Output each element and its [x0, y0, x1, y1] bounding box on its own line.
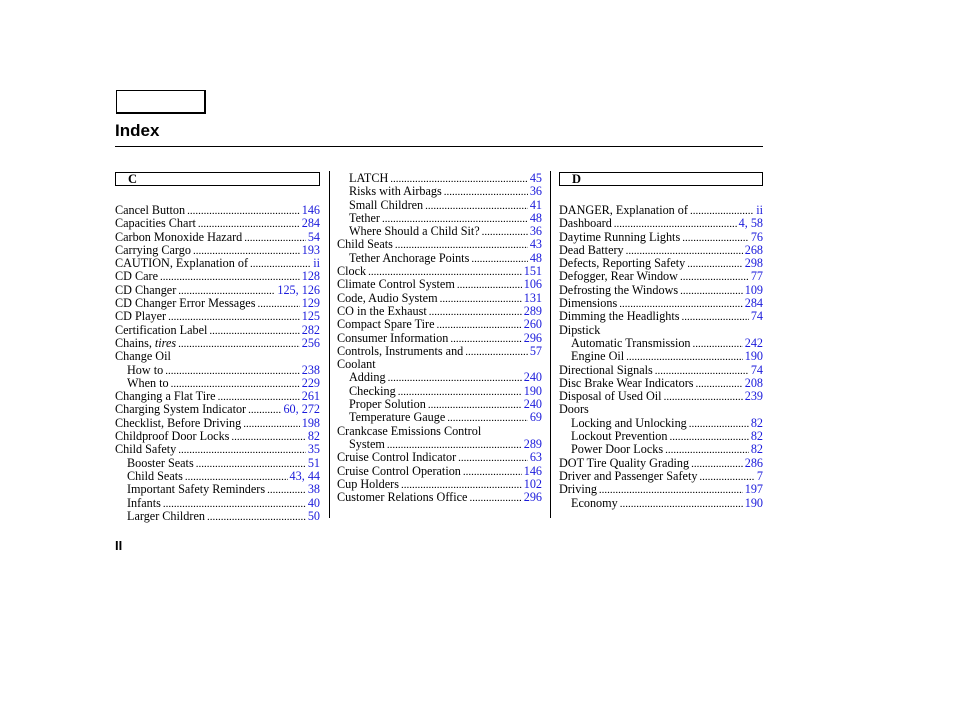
- entry-term: Disc Brake Wear Indicators: [559, 375, 694, 390]
- entry-term: Tether Anchorage Points: [349, 250, 470, 265]
- page-reference-link[interactable]: 69: [529, 410, 542, 425]
- entry-term: Dead Battery: [559, 242, 624, 257]
- dot-leader: [691, 457, 743, 470]
- entry-term: Temperature Gauge: [349, 410, 446, 425]
- page-reference-link[interactable]: 109: [744, 282, 763, 297]
- page-reference-link[interactable]: 146: [301, 203, 320, 217]
- dot-leader: [248, 403, 281, 416]
- index-entry[interactable]: [559, 231, 763, 244]
- page-reference-link[interactable]: 82: [307, 429, 320, 444]
- dot-leader: [450, 332, 521, 345]
- page-reference-link[interactable]: 43, 44: [289, 468, 320, 483]
- index-entry[interactable]: [115, 204, 320, 217]
- index-entry[interactable]: [337, 438, 542, 451]
- page-reference-link[interactable]: 50: [307, 508, 320, 523]
- dot-leader: [398, 385, 522, 398]
- dot-leader: [243, 417, 299, 430]
- entry-term-italic: tires: [154, 335, 177, 350]
- entry-term: Carrying Cargo: [115, 242, 191, 257]
- index-entry[interactable]: [559, 497, 763, 510]
- index-entry[interactable]: [559, 430, 763, 443]
- dot-leader: [207, 510, 306, 523]
- dot-leader: [250, 257, 311, 270]
- dot-leader: [482, 225, 528, 238]
- index-entry[interactable]: [337, 345, 542, 358]
- dot-leader: [471, 252, 527, 265]
- index-entry[interactable]: [559, 417, 763, 430]
- page-reference-link[interactable]: 45: [529, 171, 542, 185]
- index-entry[interactable]: [337, 411, 542, 424]
- entry-term: DOT Tire Quality Grading: [559, 455, 690, 470]
- page-reference-link[interactable]: 190: [744, 349, 763, 364]
- index-entry[interactable]: [559, 457, 763, 470]
- entry-term: CD Changer Error Messages: [115, 296, 256, 311]
- page-reference-link[interactable]: 38: [307, 482, 320, 497]
- dot-leader: [178, 337, 300, 350]
- dot-leader: [171, 377, 300, 390]
- index-column-2: [337, 172, 542, 504]
- entry-term: Proper Solution: [349, 397, 426, 412]
- page-reference-link[interactable]: 36: [529, 184, 542, 199]
- page-reference-link[interactable]: 40: [307, 495, 320, 510]
- letter-header-d: D: [559, 172, 763, 186]
- page-reference-link[interactable]: 282: [301, 322, 320, 337]
- entry-term: Changing a Flat Tire: [115, 389, 216, 404]
- entry-term: Dimensions: [559, 296, 618, 311]
- page-reference-link[interactable]: 4, 58: [738, 216, 763, 231]
- index-entry[interactable]: [337, 292, 542, 305]
- index-entry[interactable]: [115, 244, 320, 257]
- entry-term: CD Changer: [115, 282, 177, 297]
- page-reference-link[interactable]: 74: [750, 362, 763, 377]
- index-entry[interactable]: [115, 403, 320, 416]
- index-entry[interactable]: [337, 199, 542, 212]
- index-entry[interactable]: [559, 204, 763, 217]
- page-reference-link[interactable]: 146: [523, 463, 542, 478]
- index-entry[interactable]: [115, 310, 320, 323]
- entry-term: Clock: [337, 264, 367, 279]
- index-entry[interactable]: [337, 238, 542, 251]
- index-entry[interactable]: [337, 398, 542, 411]
- page-reference-link[interactable]: ii: [756, 203, 763, 217]
- page-reference-link[interactable]: 240: [523, 370, 542, 385]
- dot-leader: [368, 265, 522, 278]
- entry-term: System: [349, 436, 385, 451]
- entry-term: Dashboard: [559, 216, 612, 231]
- dot-leader: [614, 217, 737, 230]
- page-reference-link[interactable]: 197: [744, 482, 763, 497]
- index-entry[interactable]: [337, 371, 542, 384]
- dot-leader: [444, 185, 528, 198]
- page-reference-link[interactable]: 284: [301, 216, 320, 231]
- entry-term: Defrosting the Windows: [559, 282, 679, 297]
- page-reference-link[interactable]: 229: [301, 375, 320, 390]
- index-entry[interactable]: [115, 390, 320, 403]
- dot-leader: [599, 483, 743, 496]
- page-reference-link[interactable]: 76: [750, 229, 763, 244]
- entry-term: Defects, Reporting Safety: [559, 256, 686, 271]
- page-reference-link[interactable]: 48: [529, 250, 542, 265]
- page-reference-link[interactable]: 35: [307, 442, 320, 457]
- entry-term: CD Player: [115, 309, 167, 324]
- dot-leader: [209, 324, 299, 337]
- entry-term: Driver and Passenger Safety: [559, 468, 698, 483]
- dot-leader: [193, 244, 300, 257]
- page-reference-link[interactable]: 51: [307, 455, 320, 470]
- page-reference-link[interactable]: 43: [529, 237, 542, 252]
- index-entry[interactable]: [115, 443, 320, 456]
- page-reference-link[interactable]: 82: [750, 429, 763, 444]
- index-entry[interactable]: [337, 465, 542, 478]
- index-entry[interactable]: [115, 417, 320, 430]
- entry-term: Capacities Chart: [115, 216, 196, 231]
- entry-term: Customer Relations Office: [337, 490, 468, 505]
- entry-term: DANGER, Explanation of: [559, 203, 688, 217]
- index-entry: [337, 425, 542, 438]
- page-reference-link[interactable]: 289: [523, 303, 542, 318]
- entry-term: Dipstick: [559, 322, 601, 337]
- dot-leader: [390, 172, 528, 185]
- dot-leader: [178, 443, 306, 456]
- index-entry[interactable]: [115, 217, 320, 230]
- dot-leader: [440, 292, 522, 305]
- page-reference-link[interactable]: 240: [523, 397, 542, 412]
- page-reference-link[interactable]: 238: [301, 362, 320, 377]
- page-reference-link[interactable]: 128: [301, 269, 320, 284]
- page-reference-link[interactable]: 289: [523, 436, 542, 451]
- page-title: Index: [115, 121, 160, 140]
- entry-term: LATCH: [349, 171, 389, 185]
- entry-term: Cruise Control Indicator: [337, 450, 457, 465]
- page-reference-link[interactable]: 36: [529, 224, 542, 239]
- entry-term: Lockout Prevention: [571, 429, 668, 444]
- index-entry[interactable]: [337, 172, 542, 185]
- index-entry[interactable]: [559, 297, 763, 310]
- column-divider: [550, 171, 551, 518]
- entry-term: Cruise Control Operation: [337, 463, 461, 478]
- index-entry[interactable]: [115, 257, 320, 270]
- dot-leader: [231, 430, 305, 443]
- dot-leader: [168, 310, 300, 323]
- page-reference-link[interactable]: 102: [523, 476, 542, 491]
- dot-leader: [469, 491, 521, 504]
- dot-leader: [163, 497, 306, 510]
- page-reference-link[interactable]: 60, 272: [283, 402, 320, 417]
- entry-term: Cancel Button: [115, 203, 186, 217]
- dot-leader: [388, 371, 522, 384]
- page-reference-link[interactable]: 151: [523, 264, 542, 279]
- entry-term: Daytime Running Lights: [559, 229, 681, 244]
- page-reference-link[interactable]: 193: [301, 242, 320, 257]
- entry-term: CAUTION, Explanation of: [115, 256, 249, 271]
- entry-term: Economy: [571, 495, 618, 510]
- entry-term: Consumer Information: [337, 330, 449, 345]
- dot-leader: [257, 297, 299, 310]
- page-reference-link[interactable]: 129: [301, 296, 320, 311]
- page-reference-link[interactable]: 296: [523, 330, 542, 345]
- index-entry[interactable]: [559, 390, 763, 403]
- dot-leader: [437, 318, 522, 331]
- index-entry[interactable]: [337, 278, 542, 291]
- dot-leader: [428, 398, 522, 411]
- entry-term: Controls, Instruments and: [337, 343, 464, 358]
- index-entry[interactable]: [559, 270, 763, 283]
- entry-term: Driving: [559, 482, 597, 497]
- index-entry[interactable]: [559, 244, 763, 257]
- index-entry[interactable]: [559, 310, 763, 323]
- index-entry[interactable]: [115, 483, 320, 496]
- index-entry[interactable]: [115, 297, 320, 310]
- title-rule: [115, 146, 763, 147]
- index-entry[interactable]: [559, 284, 763, 297]
- dot-leader: [178, 284, 275, 297]
- entry-term: Checklist, Before Driving: [115, 415, 242, 430]
- index-entry[interactable]: [337, 491, 542, 504]
- page-reference-link[interactable]: 190: [744, 495, 763, 510]
- entry-term: Compact Spare Tire: [337, 317, 435, 332]
- index-entry[interactable]: [559, 377, 763, 390]
- page-reference-link[interactable]: 7: [756, 468, 763, 483]
- index-entry[interactable]: [559, 470, 763, 483]
- index-entry: [559, 403, 763, 416]
- page-reference-link[interactable]: 296: [523, 490, 542, 505]
- page-reference-link[interactable]: 106: [523, 277, 542, 292]
- entry-term: Tether: [349, 210, 380, 225]
- page-reference-link[interactable]: 286: [744, 455, 763, 470]
- dot-leader: [687, 257, 742, 270]
- index-entry[interactable]: [115, 270, 320, 283]
- dot-leader: [387, 438, 522, 451]
- index-entry[interactable]: [337, 265, 542, 278]
- dot-leader: [447, 411, 528, 424]
- entry-term: Small Children: [349, 197, 424, 212]
- page-reference-link[interactable]: 256: [301, 335, 320, 350]
- entry-term: Checking: [349, 383, 396, 398]
- index-entry[interactable]: [115, 377, 320, 390]
- page-reference-link[interactable]: 298: [744, 256, 763, 271]
- dot-leader: [185, 470, 288, 483]
- index-entry[interactable]: [337, 225, 542, 238]
- page-reference-link[interactable]: 268: [744, 242, 763, 257]
- dot-leader: [425, 199, 528, 212]
- page-reference-link[interactable]: 48: [529, 210, 542, 225]
- index-entry[interactable]: [337, 332, 542, 345]
- entry-term: Child Safety: [115, 442, 177, 457]
- entry-term: Cup Holders: [337, 476, 399, 491]
- dot-leader: [699, 470, 754, 483]
- dot-leader: [665, 443, 749, 456]
- index-entry[interactable]: [337, 478, 542, 491]
- dot-leader: [465, 345, 528, 358]
- entry-term: Infants: [127, 495, 161, 510]
- page-reference-link[interactable]: 125: [301, 309, 320, 324]
- index-entry[interactable]: [115, 457, 320, 470]
- page-reference-link[interactable]: 284: [744, 296, 763, 311]
- entry-term: How to: [127, 362, 164, 377]
- entry-term: Defogger, Rear Window: [559, 269, 678, 284]
- dot-leader: [696, 377, 743, 390]
- entry-term: Dimming the Headlights: [559, 309, 680, 324]
- dot-leader: [689, 417, 749, 430]
- entry-term: Carbon Monoxide Hazard: [115, 229, 243, 244]
- page-reference-link[interactable]: 198: [301, 415, 320, 430]
- page-reference-link[interactable]: 74: [750, 309, 763, 324]
- index-entry[interactable]: [559, 350, 763, 363]
- dot-leader: [382, 212, 528, 225]
- dot-leader: [680, 284, 743, 297]
- entry-term: Charging System Indicator: [115, 402, 247, 417]
- index-entry: [115, 350, 320, 363]
- index-column-3: [559, 171, 763, 510]
- index-entry[interactable]: [337, 305, 542, 318]
- page-reference-link[interactable]: 41: [529, 197, 542, 212]
- index-entry[interactable]: [559, 257, 763, 270]
- index-entry[interactable]: [559, 364, 763, 377]
- dot-leader: [619, 297, 742, 310]
- index-entry[interactable]: [115, 324, 320, 337]
- entry-term: Code, Audio System: [337, 290, 438, 305]
- entry-term: Disposal of Used Oil: [559, 389, 662, 404]
- entry-term: Important Safety Reminders: [127, 482, 266, 497]
- index-entry[interactable]: [115, 364, 320, 377]
- entry-term: Certification Label: [115, 322, 208, 337]
- dot-leader: [655, 364, 749, 377]
- index-entry: [337, 358, 542, 371]
- index-entry: [559, 324, 763, 337]
- entry-term: Chains,: [115, 335, 152, 350]
- section-tab-box: [116, 90, 206, 114]
- index-entry[interactable]: [337, 252, 542, 265]
- dot-leader: [669, 430, 748, 443]
- entry-term: Directional Signals: [559, 362, 653, 377]
- dot-leader: [165, 364, 299, 377]
- index-entry[interactable]: [115, 231, 320, 244]
- entry-term: Engine Oil: [571, 349, 625, 364]
- index-entry[interactable]: [115, 337, 320, 350]
- page-reference-link[interactable]: 190: [523, 383, 542, 398]
- column-divider: [329, 171, 330, 518]
- dot-leader: [682, 310, 749, 323]
- dot-leader: [196, 457, 306, 470]
- entry-term: Child Seats: [127, 468, 183, 483]
- page-reference-link[interactable]: 208: [744, 375, 763, 390]
- index-entry[interactable]: [337, 185, 542, 198]
- page-reference-link[interactable]: 261: [301, 389, 320, 404]
- entry-term: CD Care: [115, 269, 158, 284]
- index-entry[interactable]: [115, 470, 320, 483]
- dot-leader: [187, 204, 300, 217]
- entry-term: Doors: [559, 402, 589, 417]
- page-reference-link[interactable]: 54: [307, 229, 320, 244]
- entry-term: Change Oil: [115, 349, 171, 364]
- index-entry[interactable]: [559, 443, 763, 456]
- dot-leader: [680, 270, 749, 283]
- dot-leader: [401, 478, 522, 491]
- page-reference-link[interactable]: 63: [529, 450, 542, 465]
- entry-term: Climate Control System: [337, 277, 455, 292]
- index-entry[interactable]: [559, 217, 763, 230]
- dot-leader: [463, 465, 522, 478]
- entry-term: When to: [127, 375, 169, 390]
- entry-term: Automatic Transmission: [571, 335, 691, 350]
- page-reference-link[interactable]: 77: [750, 269, 763, 284]
- entry-term: Risks with Airbags: [349, 184, 442, 199]
- entry-term: Power Door Locks: [571, 442, 664, 457]
- dot-leader: [693, 337, 743, 350]
- page-number: II: [115, 538, 123, 553]
- dot-leader: [429, 305, 522, 318]
- entry-term: CO in the Exhaust: [337, 303, 427, 318]
- entry-term: Child Seats: [337, 237, 393, 252]
- index-column-1: [115, 171, 320, 523]
- index-entry[interactable]: [115, 284, 320, 297]
- page-reference-link[interactable]: 131: [523, 290, 542, 305]
- dot-leader: [458, 451, 528, 464]
- index-entry[interactable]: [559, 483, 763, 496]
- page-reference-link[interactable]: 82: [750, 442, 763, 457]
- dot-leader: [218, 390, 300, 403]
- index-entry[interactable]: [115, 510, 320, 523]
- dot-leader: [626, 350, 743, 363]
- index-entry[interactable]: [115, 497, 320, 510]
- entry-term: Adding: [349, 370, 386, 385]
- page-reference-link[interactable]: 239: [744, 389, 763, 404]
- page-reference-link[interactable]: 125, 126: [277, 282, 320, 297]
- dot-leader: [626, 244, 743, 257]
- dot-leader: [267, 483, 306, 496]
- letter-header-c: C: [115, 172, 320, 186]
- index-entry[interactable]: [337, 451, 542, 464]
- entry-term: Coolant: [337, 357, 376, 372]
- index-entry[interactable]: [559, 337, 763, 350]
- entry-term: Larger Children: [127, 508, 205, 523]
- dot-leader: [457, 278, 522, 291]
- index-entry[interactable]: [337, 318, 542, 331]
- page-reference-link[interactable]: 260: [523, 317, 542, 332]
- dot-leader: [198, 217, 300, 230]
- dot-leader: [244, 231, 306, 244]
- entry-term: Booster Seats: [127, 455, 194, 470]
- entry-term: Locking and Unlocking: [571, 415, 687, 430]
- dot-leader: [664, 390, 743, 403]
- dot-leader: [395, 238, 528, 251]
- page-reference-link[interactable]: ii: [313, 256, 320, 271]
- page-reference-link[interactable]: 242: [744, 335, 763, 350]
- entry-term: Where Should a Child Sit?: [349, 224, 480, 239]
- dot-leader: [160, 270, 300, 283]
- dot-leader: [620, 497, 743, 510]
- index-entry[interactable]: [337, 385, 542, 398]
- index-entry[interactable]: [337, 212, 542, 225]
- index-entry[interactable]: [115, 430, 320, 443]
- page-reference-link[interactable]: 82: [750, 415, 763, 430]
- page-reference-link[interactable]: 57: [529, 343, 542, 358]
- dot-leader: [682, 231, 749, 244]
- entry-term: Childproof Door Locks: [115, 429, 230, 444]
- dot-leader: [690, 204, 754, 217]
- entry-term: Crankcase Emissions Control: [337, 423, 482, 438]
